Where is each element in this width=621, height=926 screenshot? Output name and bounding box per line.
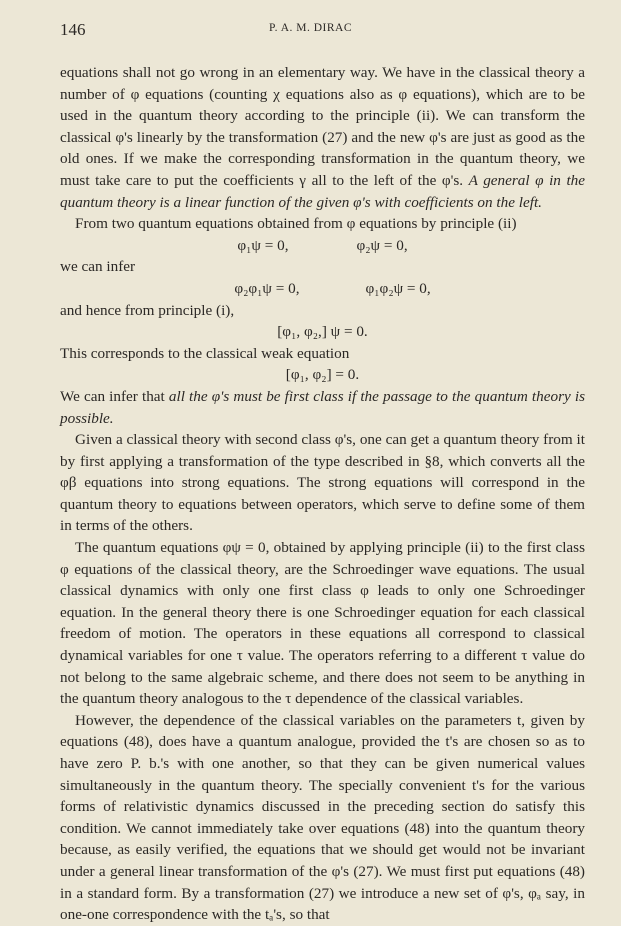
paragraph [60, 386, 585, 429]
italic-statement: A general φ in the quantum theory is a linear function of the given φ's with coefficients on the left. [60, 171, 586, 211]
paragraph: This corresponds to the classical weak equation [60, 344, 350, 362]
body-text [60, 62, 585, 926]
paragraph: Given a classical theory with second class φ's, one can get a quantum theory from it by first applying a transformation of the type described in §8, which converts all the φβ equations into strong equations. The strong equations will correspond in the quantum theory to equations between operators, which serve to define some of them in terms of the others. [60, 431, 585, 535]
equation: φ₁ψ = 0, [237, 236, 289, 254]
equation: φ₂φ₁ψ = 0, [234, 279, 300, 297]
equation: [φ₁, φ₂] = 0. [285, 366, 360, 384]
running-head: P. A. M. DIRAC [268, 22, 353, 34]
equation-pair [60, 235, 585, 257]
equation: φ₂ψ = 0, [356, 236, 408, 254]
equation: φ₁φ₂ψ = 0, [365, 279, 431, 297]
page-number: 146 [60, 20, 86, 39]
equation-pair [60, 278, 585, 300]
paragraph: From two quantum equations obtained from φ equations by principle (ii) [75, 215, 517, 233]
paragraph: The quantum equations φψ = 0, obtained by applying principle (ii) to the first class φ equations of the classical theory, are the Schroedinger wave equations. The usual classical dynamics with only one first class φ leads to only one Schroedinger equation. In the general theory there is one Schroedinger equation for each classical freedom of motion. The operators in these equations all correspond to classical dynamical variables for one τ value. The operators referring to a different τ value do not belong to the same algebraic scheme, and there does not seem to be anything in the quantum theory analogous to the τ dependence of the classical variables. [60, 539, 585, 708]
paragraph: and hence from principle (i), [60, 301, 235, 319]
paragraph: However, the dependence of the classical variables on the parameters t, given by equations (48), does have a quantum analogue, provided the t's are chosen so as to have zero P. b.'s with one another, so that they can be given numerical values simultaneously in the quantum theory. The specially convenient t's for the various forms of relativistic dynamics discussed in the preceding section do satisfy this condition. We cannot immediately take over equations (48) into the quantum theory because, as easily verified, the equations that we should get would not be invariant under a general linear transformation of the φ's (27). We must first put equations (48) in a standard form. By a transformation (27) we introduce a new set of φ's, φₐ say, in one-one correspondence with the tₐ's, so that [60, 711, 585, 924]
paragraph: we can infer [60, 258, 136, 276]
paragraph [60, 62, 585, 213]
equation: [φ₁, φ₂,] ψ = 0. [277, 323, 368, 341]
paragraph-text: We can infer that [60, 387, 169, 405]
italic-statement: all the φ's must be first class if the passage to the quantum theory is possible. [60, 387, 585, 427]
paragraph-text: equations shall not go wrong in an elementary way. We have in the classical theory a number of φ equations (counting χ equations also as φ equations), which are to be used in the quantum theory according to the principle (ii). We can transform the classical φ's linearly by the transformation (27) and the new φ's are just as good as the old ones. If we make the corresponding transformation in the quantum theory, we must take care to put the coefficients γ all to the left of the φ's. [60, 64, 585, 189]
